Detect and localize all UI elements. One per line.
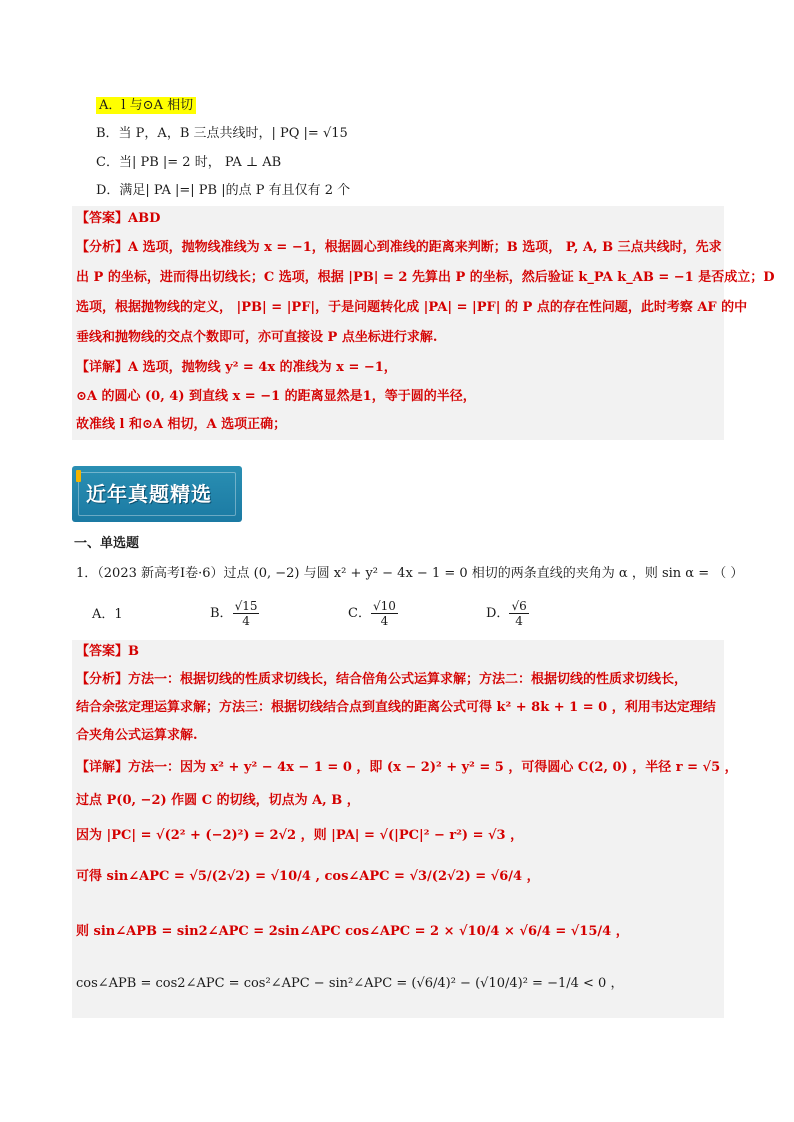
- choice-b: [210, 596, 259, 632]
- solution-analysis-1: 【分析】方法一：根据切线的性质求切线长，结合倍角公式运算求解；方法二：根据切线的性质求切线长，: [76, 672, 688, 687]
- choice-c-num: √10: [372, 599, 396, 613]
- choice-c-den: 4: [380, 614, 389, 628]
- choice-b-label: B．: [210, 606, 233, 621]
- choice-d: [486, 596, 529, 632]
- solution-analysis-3: 合夹角公式运算求解.: [76, 728, 198, 743]
- solution-analysis-2: 结合余弦定理运算求解；方法三：根据切线结合点到直线的距离公式可得 k² + 8k + 1 = 0 ，利用韦达定理结: [76, 700, 716, 715]
- prev-analysis-4: 垂线和抛物线的交点个数即可，亦可直接设 P 点坐标进行求解.: [76, 330, 438, 345]
- solution-detail-5: 则 sin∠APB = sin2∠APC = 2sin∠APC cos∠APC = 2 × √10/4 × √6/4 = √15/4 ，: [76, 924, 629, 939]
- prev-analysis-1: 【分析】A 选项，抛物线准线为 x = −1，根据圆心到准线的距离来判断；B 选项， P, A, B 三点共线时，先求: [76, 240, 722, 255]
- option-a: [96, 95, 196, 117]
- question-stem: 1．（2023 新高考I卷·6）过点 (0, −2) 与圆 x² + y² − 4x − 1 = 0 相切的两条直线的夹角为 α ，则 sin α = （ ）: [76, 566, 744, 581]
- choice-d-num: √6: [511, 599, 527, 613]
- solution-detail-6: cos∠APB = cos2∠APC = cos²∠APC − sin²∠APC = (√6/4)² − (√10/4)² = −1/4 < 0 ，: [76, 976, 624, 991]
- prev-answer: 【答案】ABD: [76, 211, 161, 226]
- option-c: C．当| PB |= 2 时， PA ⊥ AB: [96, 155, 282, 170]
- choice-c: [348, 596, 398, 632]
- option-d: D．满足| PA |=| PB |的点 P 有且仅有 2 个: [96, 183, 351, 198]
- option-b: B．当 P，A，B 三点共线时，| PQ |= √15: [96, 126, 348, 141]
- section-banner: [72, 466, 242, 522]
- prev-analysis-2: 出 P 的坐标，进而得出切线长；C 选项，根据 |PB| = 2 先算出 P 的坐标，然后验证 k_PA k_AB = −1 是否成立；D: [76, 270, 775, 285]
- prev-detail-1: 【详解】A 选项，抛物线 y² = 4x 的准线为 x = −1，: [76, 360, 397, 375]
- choice-a: A．1: [92, 607, 123, 622]
- solution-answer: 【答案】B: [76, 644, 139, 659]
- choice-b-fraction: [233, 599, 260, 628]
- option-a-highlight: A．l 与⊙A 相切: [96, 97, 196, 114]
- section-title: 一、单选题: [74, 536, 140, 551]
- solution-detail-1: 【详解】方法一：因为 x² + y² − 4x − 1 = 0 ，即 (x − 2)² + y² = 5 ，可得圆心 C(2, 0) ，半径 r = √5 ，: [76, 760, 738, 775]
- choice-c-fraction: [371, 599, 398, 628]
- choice-d-label: D．: [486, 606, 510, 621]
- prev-detail-2: ⊙A 的圆心 (0, 4) 到直线 x = −1 的距离显然是1，等于圆的半径，: [76, 389, 476, 404]
- prev-detail-3: 故准线 l 和⊙A 相切，A 选项正确；: [76, 417, 287, 432]
- choice-d-den: 4: [515, 614, 523, 628]
- banner-tick-icon: [76, 470, 81, 482]
- choice-c-label: C．: [348, 606, 371, 621]
- choice-d-fraction: [509, 599, 528, 628]
- solution-detail-2: 过点 P(0, −2) 作圆 C 的切线，切点为 A, B ，: [76, 793, 360, 808]
- solution-detail-4: 可得 sin∠APC = √5/(2√2) = √10/4 , cos∠APC = √3/(2√2) = √6/4 ，: [76, 869, 540, 884]
- banner-title: 近年真题精选: [86, 482, 212, 506]
- prev-analysis-3: 选项，根据抛物线的定义， |PB| = |PF|，于是问题转化成 |PA| = |PF| 的 P 点的存在性问题，此时考察 AF 的中: [76, 300, 748, 315]
- choice-b-den: 4: [242, 614, 250, 628]
- choice-b-num: √15: [234, 599, 258, 613]
- solution-detail-3: 因为 |PC| = √(2² + (−2)²) = 2√2 ，则 |PA| = √(|PC|² − r²) = √3 ，: [76, 828, 524, 843]
